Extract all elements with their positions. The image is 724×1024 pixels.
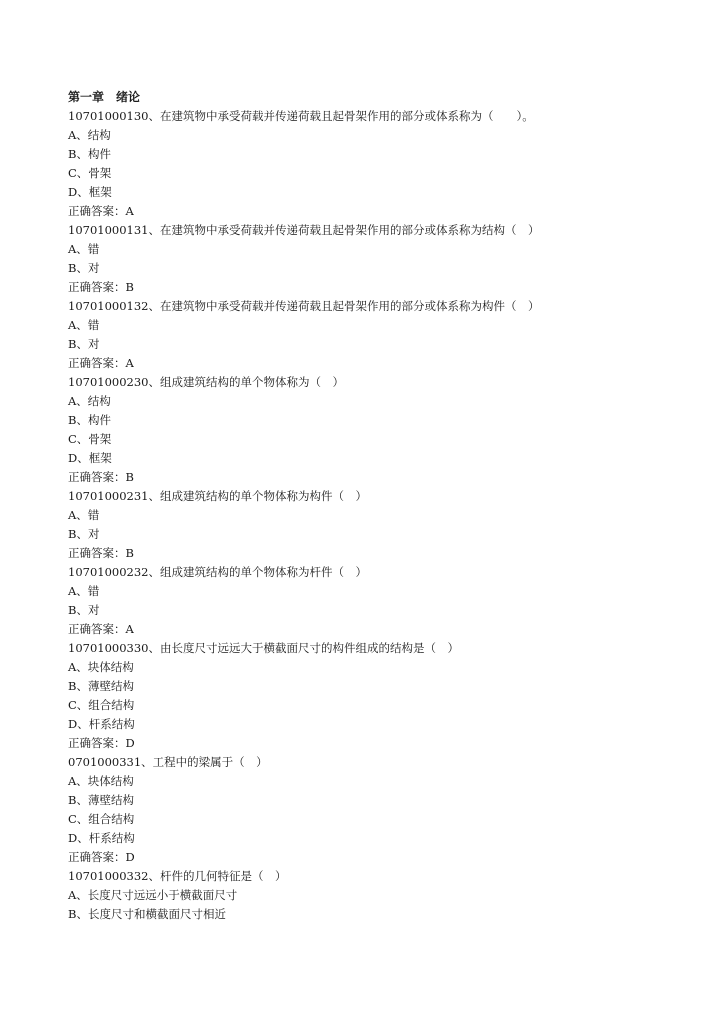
answer-option: A、结构	[68, 394, 111, 408]
answer-option: C、骨架	[68, 432, 112, 446]
answer-option: D、杆系结构	[68, 831, 135, 845]
document-page	[68, 88, 688, 924]
answer-option: B、构件	[68, 147, 111, 161]
chapter-title: 第一章 绪论	[68, 90, 141, 104]
answer-option: A、错	[68, 508, 100, 522]
correct-answer: 正确答案：A	[68, 356, 134, 370]
question-text: 10701000132、在建筑物中承受荷载并传递荷载且起骨架作用的部分或体系称为构件（ ）	[68, 299, 540, 313]
answer-option: A、块体结构	[68, 774, 134, 788]
question-text: 10701000230、组成建筑结构的单个物体称为（ ）	[68, 375, 344, 389]
answer-option: B、对	[68, 337, 100, 351]
answer-option: B、对	[68, 261, 100, 275]
answer-option: C、骨架	[68, 166, 112, 180]
answer-option: A、块体结构	[68, 660, 134, 674]
answer-option: A、长度尺寸远远小于横截面尺寸	[68, 888, 238, 902]
correct-answer: 正确答案：B	[68, 280, 134, 294]
answer-option: A、错	[68, 584, 100, 598]
question-text: 10701000231、组成建筑结构的单个物体称为构件（ ）	[68, 489, 367, 503]
question-text: 10701000330、由长度尺寸远远大于横截面尺寸的构件组成的结构是（ ）	[68, 641, 459, 655]
question-text: 10701000332、杆件的几何特征是（ ）	[68, 869, 287, 883]
answer-option: A、错	[68, 242, 100, 256]
answer-option: B、对	[68, 527, 100, 541]
correct-answer: 正确答案：A	[68, 204, 134, 218]
correct-answer: 正确答案：B	[68, 546, 134, 560]
answer-option: D、框架	[68, 185, 112, 199]
answer-option: B、薄壁结构	[68, 679, 134, 693]
correct-answer: 正确答案：D	[68, 850, 135, 864]
answer-option: C、组合结构	[68, 812, 135, 826]
answer-option: B、薄壁结构	[68, 793, 134, 807]
answer-option: C、组合结构	[68, 698, 135, 712]
answer-option: B、对	[68, 603, 100, 617]
question-list	[68, 107, 688, 924]
question-text: 10701000131、在建筑物中承受荷载并传递荷载且起骨架作用的部分或体系称为结构（ ）	[68, 223, 540, 237]
question-text: 0701000331、工程中的梁属于（ ）	[68, 755, 268, 769]
correct-answer: 正确答案：D	[68, 736, 135, 750]
answer-option: B、长度尺寸和横截面尺寸相近	[68, 907, 226, 921]
question-text: 10701000130、在建筑物中承受荷载并传递荷载且起骨架作用的部分或体系称为（ ）。	[68, 109, 534, 123]
answer-option: B、构件	[68, 413, 111, 427]
question-text: 10701000232、组成建筑结构的单个物体称为杆件（ ）	[68, 565, 367, 579]
answer-option: A、结构	[68, 128, 111, 142]
answer-option: D、杆系结构	[68, 717, 135, 731]
answer-option: A、错	[68, 318, 100, 332]
correct-answer: 正确答案：A	[68, 622, 134, 636]
correct-answer: 正确答案：B	[68, 470, 134, 484]
answer-option: D、框架	[68, 451, 112, 465]
